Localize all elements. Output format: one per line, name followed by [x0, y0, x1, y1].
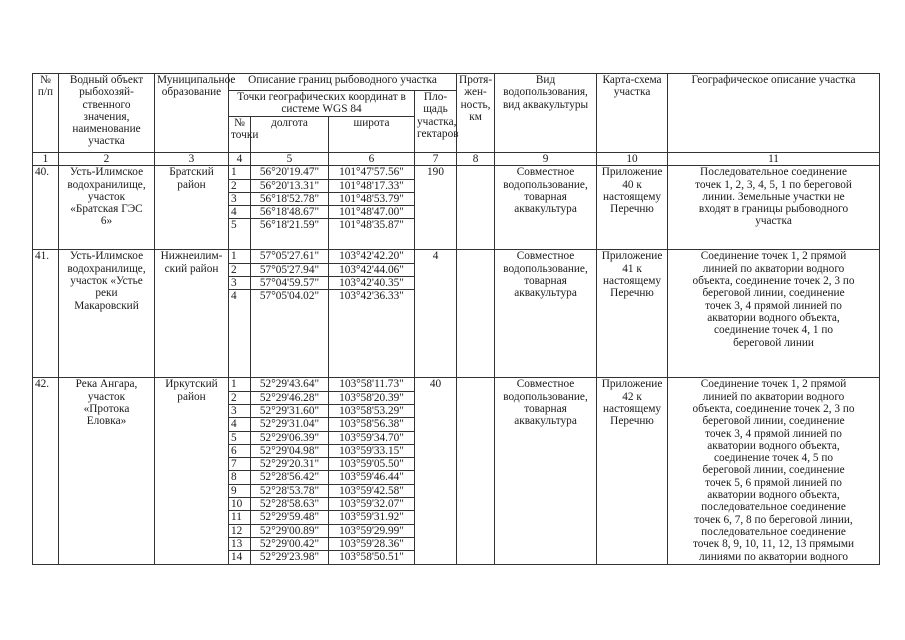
col-number: 6 [329, 153, 415, 166]
latitude-value: 103°59'46.44" [329, 471, 415, 484]
point-number: 5 [229, 431, 251, 444]
point-number: 1 [229, 166, 251, 179]
table-body [33, 74, 880, 565]
area-value: 40 [415, 378, 457, 564]
latitude-value: 103°42'42.20" [329, 250, 415, 263]
longitude-value: 52°29'59.48" [251, 511, 329, 524]
geo-description: Последовательное соединение точек 1, 2, 3, 4, 5, 1 по береговой линии. Земельные участки не входят в границы рыбоводного участка [668, 166, 880, 250]
longitude-value: 52°28'53.78" [251, 484, 329, 497]
latitude-value: 103°42'36.33" [329, 290, 415, 378]
water-use-type: Совместное водопользование, товарная аквакультура [495, 378, 597, 564]
table-row [33, 250, 880, 263]
water-object-name: Усть-Илимское водохранилище, участок «Устье реки Макаровский [59, 250, 155, 378]
geo-description: Соединение точек 1, 2 прямой линией по акватории водного объекта, соединение точек 2, 3 по береговой линии, соединение точек 3, 4 прямой линией по акватории водного объекта, соединение точек 4, 1 по береговой линии [668, 250, 880, 378]
latitude-value: 103°59'05.50" [329, 458, 415, 471]
header-boundaries: Описание границ рыбоводного участка [229, 74, 457, 91]
longitude-value: 52°28'56.42" [251, 471, 329, 484]
map-reference: Приложение 40 к настоящему Перечню [597, 166, 668, 250]
col-number: 8 [457, 153, 495, 166]
municipality: Нижнеилим- ский район [155, 250, 229, 378]
longitude-value: 52°28'58.63" [251, 498, 329, 511]
col-number: 3 [155, 153, 229, 166]
latitude-value: 101°48'17.33" [329, 179, 415, 192]
header-map: Карта-схема участка [597, 74, 668, 153]
area-value: 190 [415, 166, 457, 250]
latitude-value: 103°59'33.15" [329, 444, 415, 457]
point-number: 3 [229, 192, 251, 205]
longitude-value: 52°29'23.98" [251, 551, 329, 564]
point-number: 3 [229, 277, 251, 290]
map-reference: Приложение 41 к настоящему Перечню [597, 250, 668, 378]
point-number: 3 [229, 404, 251, 417]
table-row [33, 378, 880, 391]
header-row [33, 74, 880, 91]
col-number: 7 [415, 153, 457, 166]
header-coords-group: Точки географических координат в системе WGS 84 [229, 91, 415, 117]
length-value [457, 378, 495, 564]
latitude-value: 103°42'44.06" [329, 263, 415, 276]
col-number: 1 [33, 153, 59, 166]
longitude-value: 56°18'52.78" [251, 192, 329, 205]
header-area: Пло- щадь участка, гектаров [415, 91, 457, 153]
water-use-type: Совместное водопользование, товарная аквакультура [495, 166, 597, 250]
fish-farming-sites-table [32, 73, 880, 565]
longitude-value: 52°29'46.28" [251, 391, 329, 404]
point-number: 4 [229, 418, 251, 431]
latitude-value: 103°59'31.92" [329, 511, 415, 524]
latitude-value: 103°59'28.36" [329, 537, 415, 550]
point-number: 9 [229, 484, 251, 497]
header-longitude: долгота [251, 117, 329, 153]
water-object-name: Река Ангара, участок «Протока Еловка» [59, 378, 155, 564]
latitude-value: 103°59'29.99" [329, 524, 415, 537]
latitude-value: 101°48'47.00" [329, 206, 415, 219]
header-point-no: № точки [229, 117, 251, 153]
col-number: 10 [597, 153, 668, 166]
water-object-name: Усть-Илимское водохранилище, участок «Братская ГЭС 6» [59, 166, 155, 250]
point-number: 5 [229, 219, 251, 250]
latitude-value: 101°48'53.79" [329, 192, 415, 205]
header-num: № п/п [33, 74, 59, 153]
latitude-value: 103°58'56.38" [329, 418, 415, 431]
longitude-value: 57°05'27.94" [251, 263, 329, 276]
col-number: 4 [229, 153, 251, 166]
latitude-value: 103°58'50.51" [329, 551, 415, 564]
longitude-value: 56°20'19.47" [251, 166, 329, 179]
point-number: 12 [229, 524, 251, 537]
latitude-value: 103°59'34.70" [329, 431, 415, 444]
point-number: 2 [229, 179, 251, 192]
area-value: 4 [415, 250, 457, 378]
point-number: 2 [229, 263, 251, 276]
point-number: 14 [229, 551, 251, 564]
header-latitude: широта [329, 117, 415, 153]
header-municipality: Муниципальное образование [155, 74, 229, 153]
point-number: 1 [229, 250, 251, 263]
column-numbers-row [33, 153, 880, 166]
point-number: 4 [229, 206, 251, 219]
col-number: 2 [59, 153, 155, 166]
length-value [457, 166, 495, 250]
map-reference: Приложение 42 к настоящему Перечню [597, 378, 668, 564]
geo-description: Соединение точек 1, 2 прямой линией по акватории водного объекта, соединение точек 2, 3 по береговой линии, соединение точек 3, 4 прямой линией по акватории водного объекта, соединение точек 4, 5 по береговой линии, соединение точек 5, 6 прямой линией по акватории водного объекта, последовательное соединение точек 6, 7, 8 по береговой линии, последовательное соединение точек 8, 9, 10, 11, 12, 13 прямыми линиями по акватории водного [668, 378, 880, 564]
point-number: 8 [229, 471, 251, 484]
point-number: 11 [229, 511, 251, 524]
header-water-object: Водный объект рыбохозяй- ственного значения, наименование участка [59, 74, 155, 153]
longitude-value: 52°29'31.04" [251, 418, 329, 431]
longitude-value: 56°18'48.67" [251, 206, 329, 219]
longitude-value: 52°29'06.39" [251, 431, 329, 444]
point-number: 7 [229, 458, 251, 471]
col-number: 9 [495, 153, 597, 166]
longitude-value: 52°29'43.64" [251, 378, 329, 391]
longitude-value: 52°29'00.42" [251, 537, 329, 550]
latitude-value: 101°48'35.87" [329, 219, 415, 250]
municipality: Иркутский район [155, 378, 229, 564]
longitude-value: 56°20'13.31" [251, 179, 329, 192]
header-use-type: Вид водопользования, вид аквакультуры [495, 74, 597, 153]
header-geo-desc: Географическое описание участка [668, 74, 880, 153]
site-number: 40. [33, 166, 59, 250]
point-number: 2 [229, 391, 251, 404]
length-value [457, 250, 495, 378]
point-number: 4 [229, 290, 251, 378]
water-use-type: Совместное водопользование, товарная аквакультура [495, 250, 597, 378]
longitude-value: 52°29'31.60" [251, 404, 329, 417]
col-number: 5 [251, 153, 329, 166]
point-number: 10 [229, 498, 251, 511]
point-number: 6 [229, 444, 251, 457]
latitude-value: 103°58'53.29" [329, 404, 415, 417]
site-number: 42. [33, 378, 59, 564]
latitude-value: 103°42'40.35" [329, 277, 415, 290]
longitude-value: 52°29'00.89" [251, 524, 329, 537]
longitude-value: 52°29'20.31" [251, 458, 329, 471]
municipality: Братский район [155, 166, 229, 250]
col-number: 11 [668, 153, 880, 166]
longitude-value: 57°04'59.57" [251, 277, 329, 290]
site-number: 41. [33, 250, 59, 378]
latitude-value: 101°47'57.56" [329, 166, 415, 179]
latitude-value: 103°59'32.07" [329, 498, 415, 511]
point-number: 13 [229, 537, 251, 550]
point-number: 1 [229, 378, 251, 391]
header-length: Протя- жен- ность, км [457, 74, 495, 153]
longitude-value: 52°29'04.98" [251, 444, 329, 457]
longitude-value: 56°18'21.59" [251, 219, 329, 250]
latitude-value: 103°59'42.58" [329, 484, 415, 497]
longitude-value: 57°05'27.61" [251, 250, 329, 263]
latitude-value: 103°58'20.39" [329, 391, 415, 404]
latitude-value: 103°58'11.73" [329, 378, 415, 391]
longitude-value: 57°05'04.02" [251, 290, 329, 378]
table-row [33, 166, 880, 179]
